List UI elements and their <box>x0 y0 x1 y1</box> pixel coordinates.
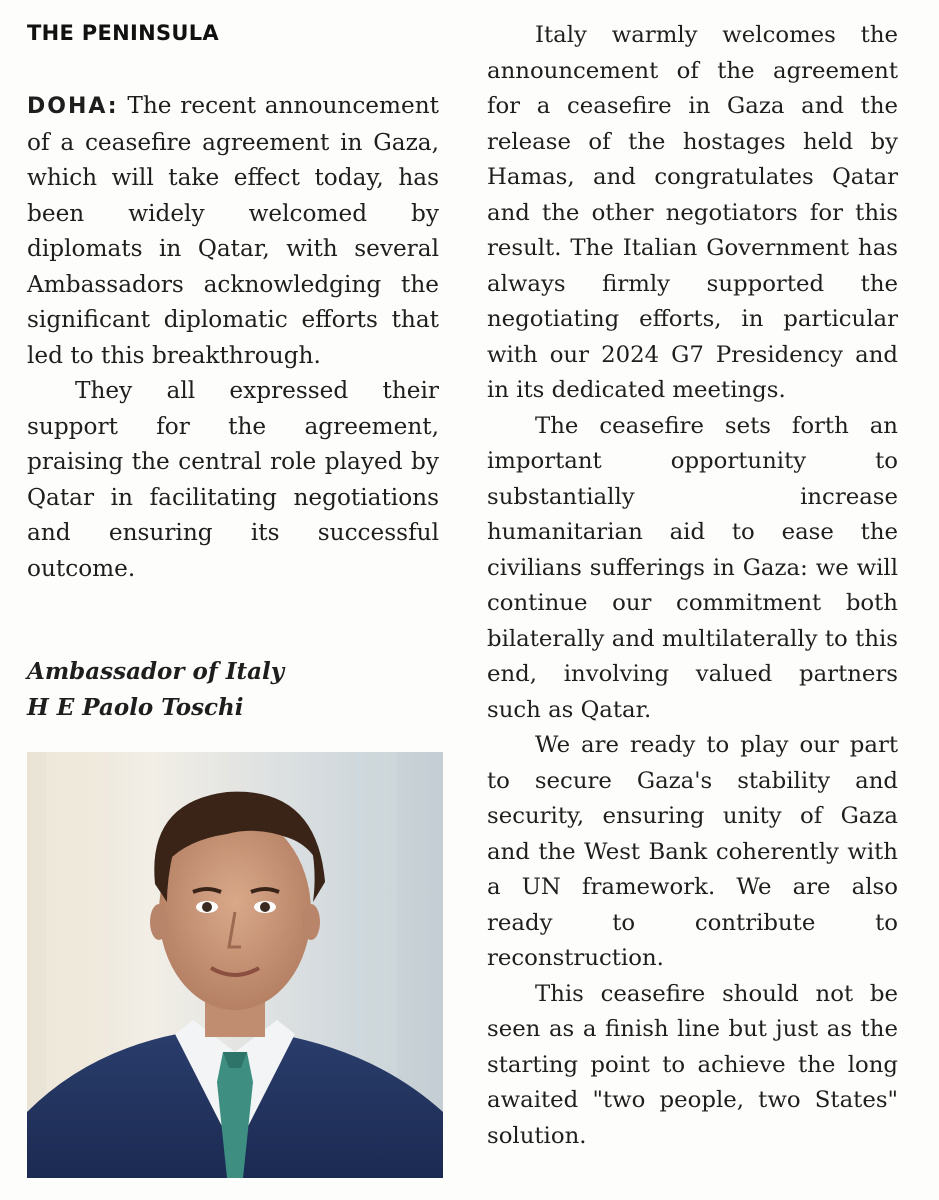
left-column-text <box>27 88 439 586</box>
publication-byline: THE PENINSULA <box>27 21 219 45</box>
right-column-text <box>487 18 898 1154</box>
signature-title: Ambassador of Italy <box>27 658 285 685</box>
lead-paragraph-text: The recent announcement of a ceasefire agreement in Gaza, which will take effect today, has been widely welcomed by diplomats in Qatar, with several Ambassadors acknowledging the significant diplomatic efforts that led to this breakthrough. <box>27 92 439 369</box>
signature-name: H E Paolo Toschi <box>27 694 244 721</box>
signature-block <box>27 654 284 726</box>
article-paragraph-1 <box>27 88 439 373</box>
article-paragraph-5: We are ready to play our part to secure Gaza's stability and security, ensuring unity of Gaza and the West Bank coherently with a UN framework. We are also ready to contribute to reconstruction. <box>487 732 898 971</box>
article-paragraph-6: This ceasefire should not be seen as a finish line but just as the starting point to achieve the long awaited "two people, two States" solution. <box>487 980 898 1149</box>
ambassador-portrait-image <box>27 752 443 1178</box>
dateline: DOHA: <box>27 94 119 119</box>
article-paragraph-4: The ceasefire sets forth an important opportunity to substantially increase humanitarian aid to ease the civilians sufferings in Gaza: we will continue our commitment both bilaterally and multilaterally to this end, involving valued partners such as Qatar. <box>487 412 898 723</box>
article-paragraph-3: Italy warmly welcomes the announcement of the agreement for a ceasefire in Gaza and the release of the hostages held by Hamas, and congratulates Qatar and the other negotiators for this result. The Italian Government has always firmly supported the negotiating efforts, in particular with our 2024 G7 Presidency and in its dedicated meetings. <box>487 22 898 403</box>
article-paragraph-2: They all expressed their support for the agreement, praising the central role played by Qatar in facilitating negotiations and ensuring its successful outcome. <box>27 377 439 582</box>
ambassador-photo <box>27 752 443 1178</box>
